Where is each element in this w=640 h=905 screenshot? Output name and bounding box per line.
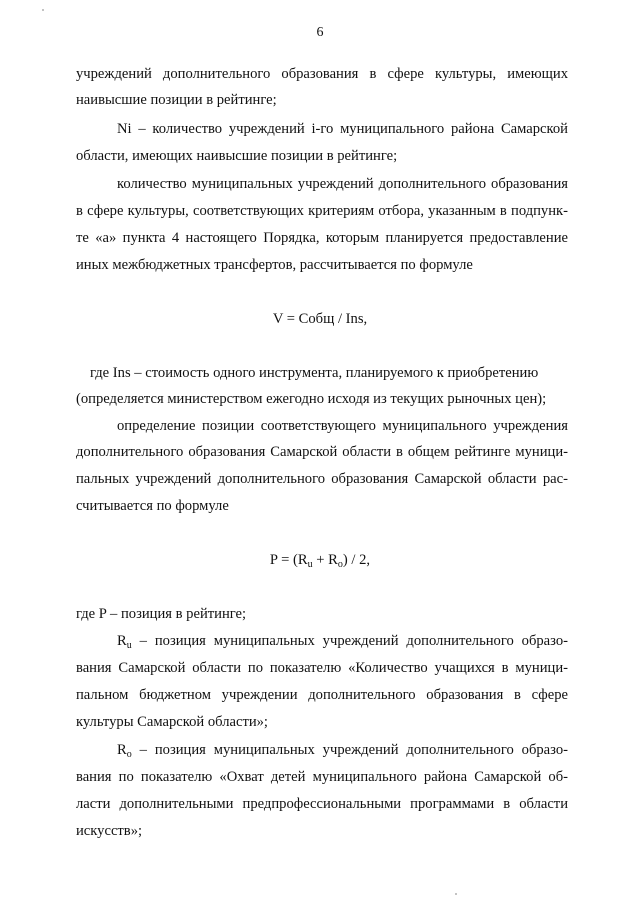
ru-text: – позиция муниципальных учреждений дополнительного образо- [139, 633, 568, 649]
text-line: считывается по формуле [76, 498, 229, 514]
formula-v: V = Cобщ / Ins, [272, 311, 368, 327]
scan-speck [42, 9, 44, 11]
text-line: искусств»; [76, 823, 143, 839]
formula-p-end: ) / 2, [342, 552, 371, 568]
definition-ro [117, 742, 568, 759]
text-line: вания по показателю «Охват детей муниципального района Самарской об- [76, 769, 568, 785]
scan-speck [455, 893, 457, 895]
text-line: ласти дополнительными предпрофессиональными программами в области [76, 796, 568, 812]
text-line: Ni – количество учреждений i-го муниципального района Самарской [117, 121, 568, 137]
text-line: вания Самарской области по показателю «Количество учащихся в муници- [76, 660, 568, 676]
text-line: пальном бюджетном учреждении дополнительного образования в сфере [76, 687, 568, 703]
page-number: 6 [316, 25, 324, 40]
text-line: пальных учреждений дополнительного образования Самарской области рас- [76, 471, 568, 487]
ro-symbol [117, 742, 132, 758]
text-line: наивысшие позиции в рейтинге; [76, 92, 277, 108]
ro-sub: o [126, 749, 132, 760]
formula-p-sub-u: u [307, 559, 313, 570]
text-line: (определяется министерством ежегодно исходя из текущих рыночных цен); [76, 391, 547, 407]
text-line: области, имеющих наивысшие позиции в рейтинге; [76, 148, 398, 164]
text-line: те «а» пункта 4 настоящего Порядка, которым планируется предоставление [76, 230, 568, 246]
formula-p-start: P = (R [269, 552, 308, 568]
formula-p [0, 552, 640, 569]
ru-base: R [117, 633, 127, 649]
text-line: в сфере культуры, соответствующих критериям отбора, указанным в подпунк- [76, 203, 568, 219]
text-line: иных межбюджетных трансфертов, рассчитывается по формуле [76, 257, 473, 273]
text-line: где Ins – стоимость одного инструмента, планируемого к приобретению [90, 365, 539, 381]
text-line: где P – позиция в рейтинге; [76, 606, 247, 622]
formula-p-sub-o: o [337, 559, 343, 570]
text-line: определение позиции соответствующего муниципального учреждения [117, 418, 568, 434]
ro-base: R [117, 742, 127, 758]
text-line: культуры Самарской области»; [76, 714, 268, 730]
ru-symbol [117, 633, 132, 649]
ro-text: – позиция муниципальных учреждений дополнительного образо- [139, 742, 568, 758]
text-line: учреждений дополнительного образования в сфере культуры, имеющих [76, 66, 568, 82]
ru-sub: u [126, 640, 132, 651]
text-line: количество муниципальных учреждений дополнительного образования [117, 176, 568, 192]
definition-ru [117, 633, 568, 650]
formula-p-plus: + R [312, 552, 338, 568]
text-line: дополнительного образования Самарской области в общем рейтинге муници- [76, 444, 568, 460]
